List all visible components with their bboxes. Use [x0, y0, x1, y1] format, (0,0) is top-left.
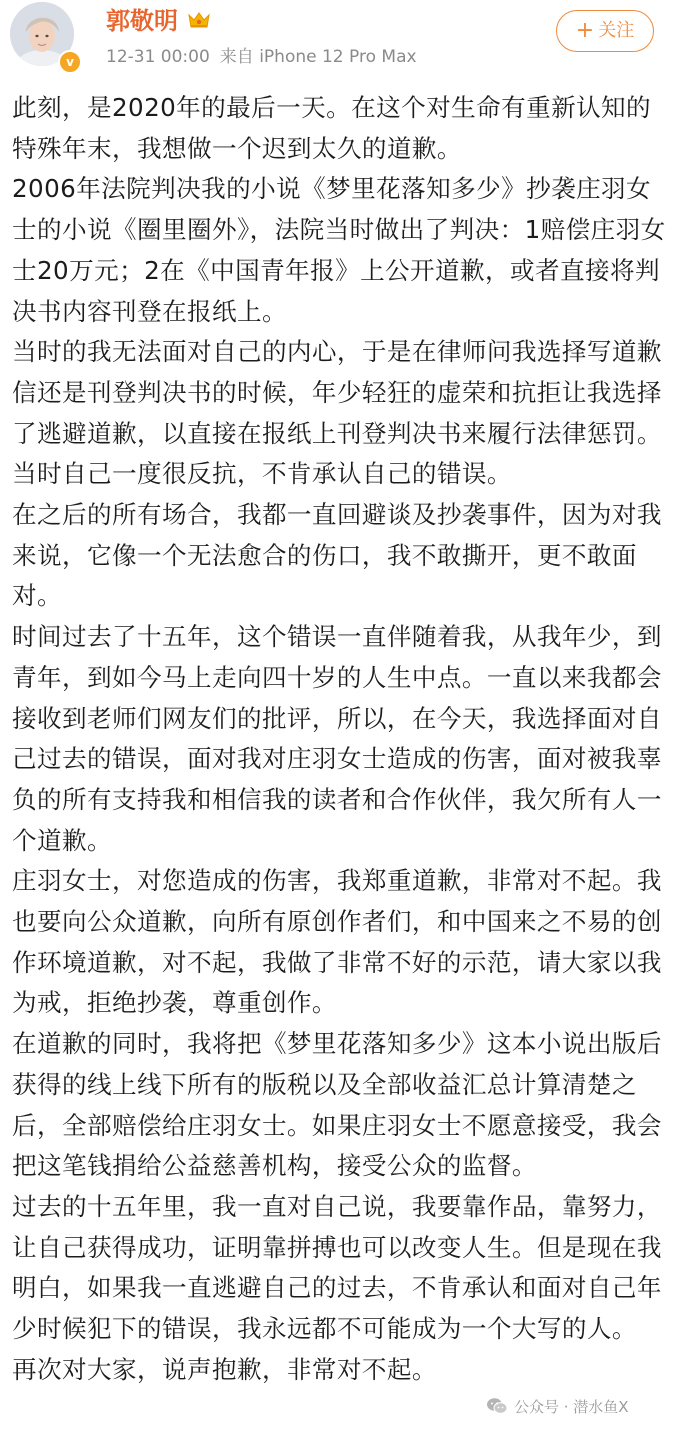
post-paragraph: 庄羽女士，对您造成的伤害，我郑重道歉，非常对不起。我也要向公众道歉，向所有原创作者们，和中国来之不易的创作环境道歉，对不起，我做了非常不好的示范，请大家以我为戒，拒绝抄袭，尊重创作。	[12, 866, 662, 1018]
watermark	[486, 1394, 629, 1420]
post-paragraph: 当时的我无法面对自己的内心，于是在律师问我选择写道歉信还是刊登判决书的时候，年少轻狂的虚荣和抗拒让我选择了逃避道歉，以直接在报纸上刊登判决书来履行法律惩罚。当时自己一度很反抗，不肯承认自己的错误。	[12, 337, 662, 489]
post-paragraph: 2006年法院判决我的小说《梦里花落知多少》抄袭庄羽女士的小说《圈里圈外》，法院当时做出了判决：1赔偿庄羽女士20万元；2在《中国青年报》上公开道歉，或者直接将判决书内容刊登在报纸上。	[12, 174, 666, 326]
post-paragraph: 再次对大家，说声抱歉，非常对不起。	[12, 1354, 437, 1384]
follow-button[interactable]	[556, 10, 654, 52]
plus-icon: +	[575, 18, 595, 43]
post-paragraph: 在之后的所有场合，我都一直回避谈及抄袭事件，因为对我来说，它像一个无法愈合的伤口，我不敢撕开，更不敢面对。	[12, 500, 662, 611]
verified-badge-icon: v	[58, 50, 82, 74]
post-paragraph: 在道歉的同时，我将把《梦里花落知多少》这本小说出版后获得的线上线下所有的版税以及全部收益汇总计算清楚之后，全部赔偿给庄羽女士。如果庄羽女士不愿意接受，我会把这笔钱捐给公益慈善机构，接受公众的监督。	[12, 1029, 662, 1181]
post-body	[12, 88, 672, 1391]
post-timestamp: 12-31 00:00	[106, 47, 210, 67]
post-paragraph: 此刻，是2020年的最后一天。在这个对生命有重新认知的特殊年末，我想做一个迟到太久的道歉。	[12, 93, 652, 163]
post-header	[0, 0, 678, 88]
post-meta	[106, 46, 427, 68]
follow-button-label: 关注	[598, 20, 635, 41]
watermark-text: 公众号 · 潜水鱼X	[514, 1398, 629, 1416]
wechat-icon	[486, 1397, 508, 1415]
post-paragraph: 时间过去了十五年，这个错误一直伴随着我，从我年少，到青年，到如今马上走向四十岁的人生中点。一直以来我都会接收到老师们网友们的批评，所以，在今天，我选择面对自己过去的错误，面对我对庄羽女士造成的伤害，面对被我辜负的所有支持我和相信我的读者和合作伙伴，我欠所有人一个道歉。	[12, 622, 662, 855]
username[interactable]: 郭敬明	[106, 7, 178, 35]
post-source: 来自 iPhone 12 Pro Max	[219, 47, 417, 67]
post-paragraph: 过去的十五年里，我一直对自己说，我要靠作品，靠努力，让自己获得成功，证明靠拼搏也可以改变人生。但是现在我明白，如果我一直逃避自己的过去，不肯承认和面对自己年少时候犯下的错误，我永远都不可能成为一个大写的人。	[12, 1191, 662, 1344]
vip-crown-icon	[187, 10, 211, 34]
